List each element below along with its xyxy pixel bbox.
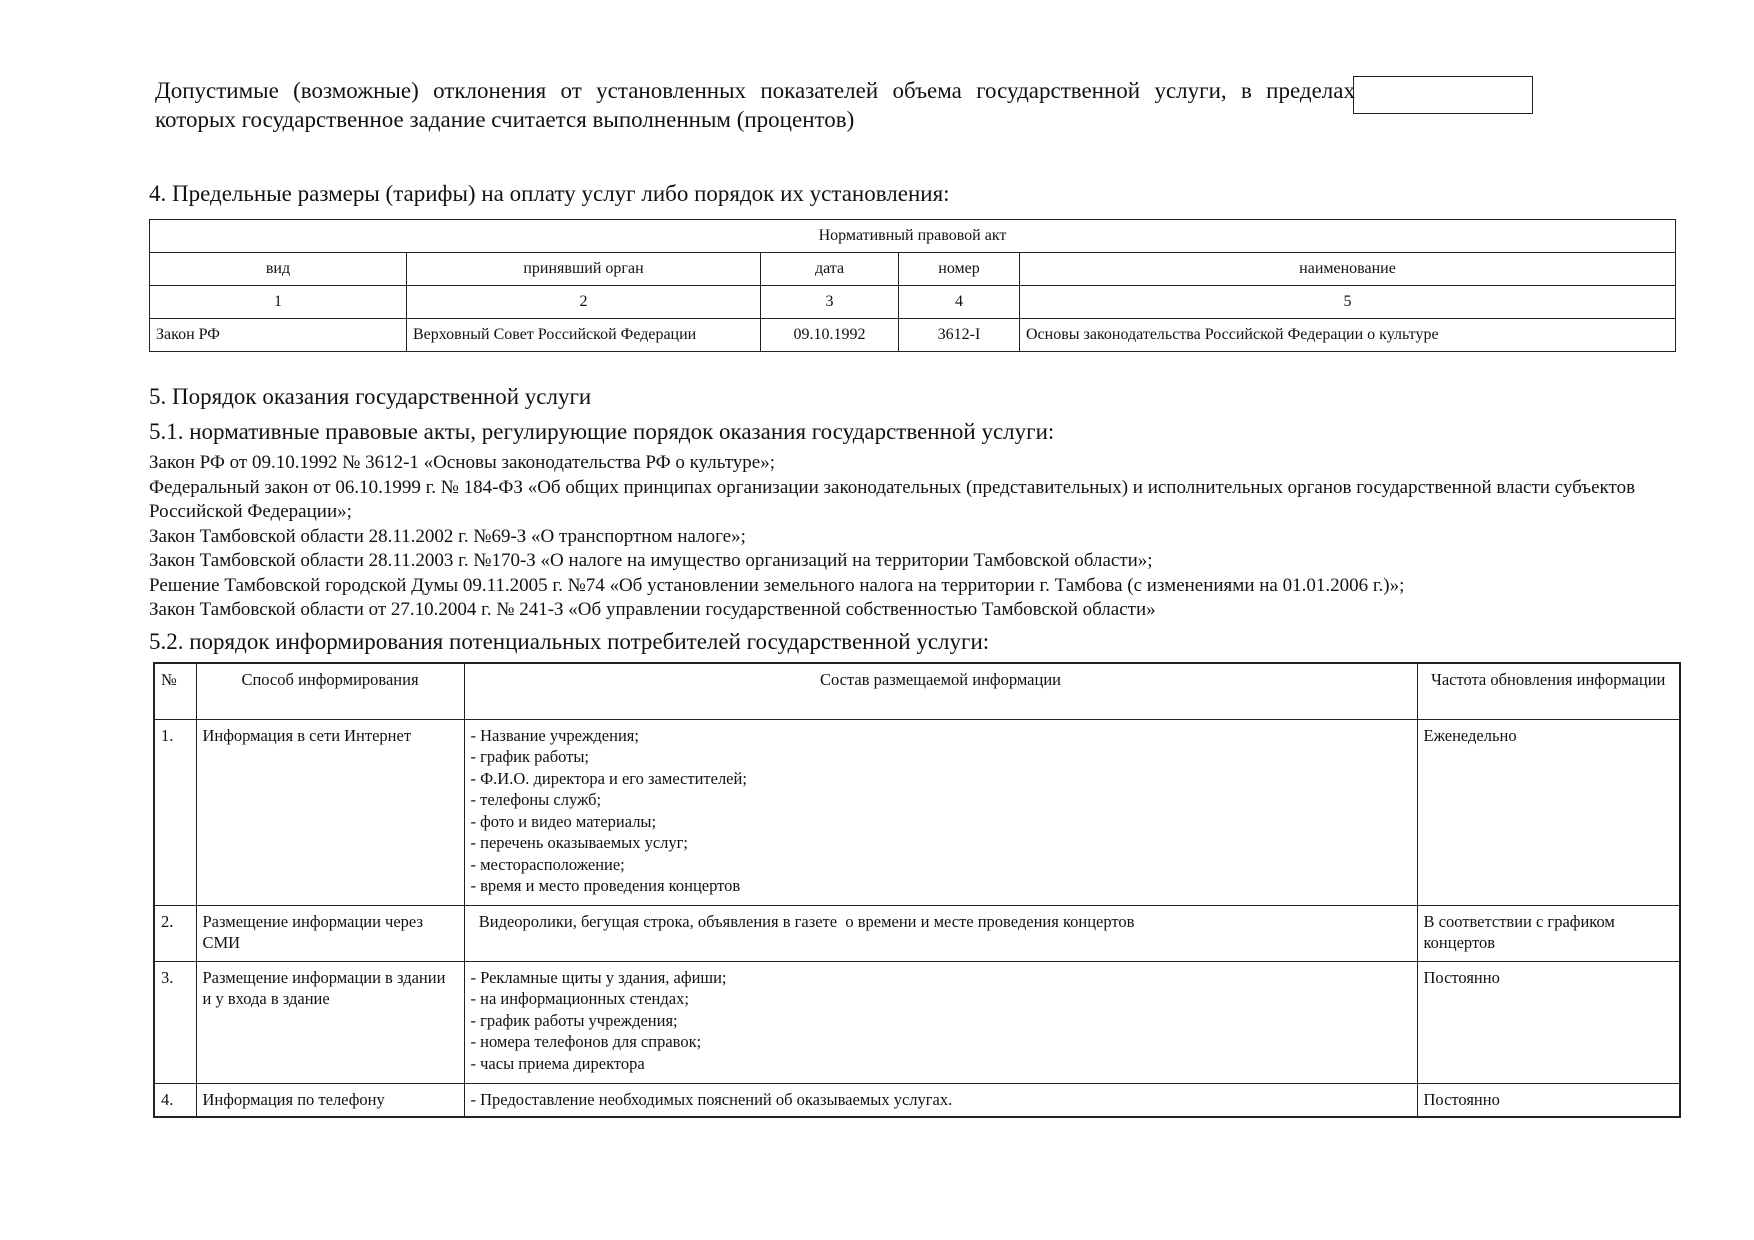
informing-row-number: 2. [154, 905, 196, 961]
list-item: - Ф.И.О. директора и его заместителей; [470, 768, 747, 788]
informing-content [464, 905, 1417, 961]
tariff-group-header: Нормативный правовой акт [150, 220, 1676, 253]
informing-col-header: Частота обновления информации [1417, 663, 1680, 719]
tariff-col-header: вид [150, 253, 407, 286]
list-item: - график работы; [470, 747, 590, 766]
informing-frequency: Еженедельно [1417, 719, 1680, 905]
tariff-data-row [150, 319, 1676, 352]
section-4-title: 4. Предельные размеры (тарифы) на оплату услуг либо порядок их установления: [149, 181, 950, 206]
tariff-cell-name: Основы законодательства Российской Федерации о культуре [1020, 319, 1676, 352]
section-5-title: 5. Порядок оказания государственной услуги [149, 384, 592, 409]
legal-act-item: Федеральный закон от 06.10.1999 г. № 184-ФЗ «Об общих принципах организации законодательных (представительных) и исполнительных органов государственной власти субъектов Российской Федерации»; [149, 476, 1636, 522]
informing-method: Информация по телефону [196, 1083, 464, 1117]
legal-act-item: Закон Тамбовской области 28.11.2003 г. №170-З «О налоге на имущество организаций на территории Тамбовской области»; [149, 550, 1153, 571]
list-item: - перечень оказываемых услуг; [470, 833, 689, 852]
list-item: - часы приема директора [470, 1053, 645, 1073]
tariff-col-number: 2 [407, 286, 761, 319]
tariff-col-header: принявший орган [407, 253, 761, 286]
list-item: - телефоны служб; [470, 790, 602, 809]
list-item: - Рекламные щиты у здания, афиши; [470, 967, 727, 987]
legal-act-item: Закон РФ от 09.10.1992 № 3612-1 «Основы законодательства РФ о культуре»; [149, 452, 775, 473]
informing-col-header: № [154, 663, 196, 719]
tariff-header-row [150, 253, 1676, 286]
tariff-col-number: 1 [150, 286, 407, 319]
legal-act-item: Решение Тамбовской городской Думы 09.11.2005 г. №74 «Об установлении земельного налога на территории г. Тамбова (с изменениями на 01.01.2006 г.)»; [149, 574, 1405, 596]
list-item: - Предоставление необходимых пояснений об оказываемых услугах. [470, 1089, 953, 1109]
list-item: - Название учреждения; [470, 725, 639, 745]
legal-acts-list [149, 451, 1689, 623]
section-5-1-title: 5.1. нормативные правовые акты, регулирующие порядок оказания государственной услуги: [149, 419, 1055, 444]
tariff-cell-body: Верховный Совет Российской Федерации [407, 319, 761, 352]
deviation-value-box[interactable] [1353, 76, 1533, 114]
tariff-col-header: наименование [1020, 253, 1676, 286]
tariff-col-header: номер [899, 253, 1020, 286]
list-item: - месторасположение; [470, 854, 625, 874]
table-row [154, 1083, 1680, 1117]
informing-content [464, 961, 1417, 1083]
informing-method: Размещение информации в здании и у входа в здание [196, 961, 464, 1083]
deviation-text: Допустимые (возможные) отклонения от установленных показателей объема государственной услуги, в пределах которых государственное задание считается выполненным (процентов) [155, 78, 1355, 132]
table-row [154, 905, 1680, 961]
tariff-cell-number: 3612-I [899, 319, 1020, 352]
list-item: - график работы учреждения; [470, 1010, 678, 1030]
table-row [154, 719, 1680, 905]
tariff-col-number: 3 [761, 286, 899, 319]
list-item: Видеоролики, бегущая строка, объявления в газете о времени и месте проведения концертов [470, 911, 1135, 931]
informing-method: Информация в сети Интернет [196, 719, 464, 905]
informing-header-row [154, 663, 1680, 719]
informing-frequency: Постоянно [1417, 961, 1680, 1083]
informing-col-header: Состав размещаемой информации [464, 663, 1417, 719]
tariff-cell-type: Закон РФ [150, 319, 407, 352]
table-row [154, 961, 1680, 1083]
legal-act-item: Закон Тамбовской области 28.11.2002 г. №69-З «О транспортном налоге»; [149, 525, 746, 547]
list-item: - время и место проведения концертов [470, 876, 741, 895]
informing-content [464, 1083, 1417, 1117]
list-item: - фото и видео материалы; [470, 811, 657, 831]
informing-frequency: В соответствии с графиком концертов [1417, 905, 1680, 961]
informing-row-number: 1. [154, 719, 196, 905]
tariff-col-header: дата [761, 253, 899, 286]
informing-row-number: 4. [154, 1083, 196, 1117]
tariff-cell-date: 09.10.1992 [761, 319, 899, 352]
legal-act-item: Закон Тамбовской области от 27.10.2004 г. № 241-З «Об управлении государственной собственностью Тамбовской области» [149, 599, 1156, 620]
list-item: - номера телефонов для справок; [470, 1032, 702, 1051]
informing-frequency: Постоянно [1417, 1083, 1680, 1117]
tariff-col-number: 5 [1020, 286, 1676, 319]
tariff-table [149, 219, 1676, 352]
informing-table [153, 662, 1681, 1118]
section-5-2-title: 5.2. порядок информирования потенциальных потребителей государственной услуги: [149, 629, 990, 654]
tariff-col-number: 4 [899, 286, 1020, 319]
informing-content [464, 719, 1417, 905]
informing-row-number: 3. [154, 961, 196, 1083]
tariff-number-row [150, 286, 1676, 319]
informing-col-header: Способ информирования [196, 663, 464, 719]
informing-method: Размещение информации через СМИ [196, 905, 464, 961]
list-item: - на информационных стендах; [470, 989, 689, 1008]
